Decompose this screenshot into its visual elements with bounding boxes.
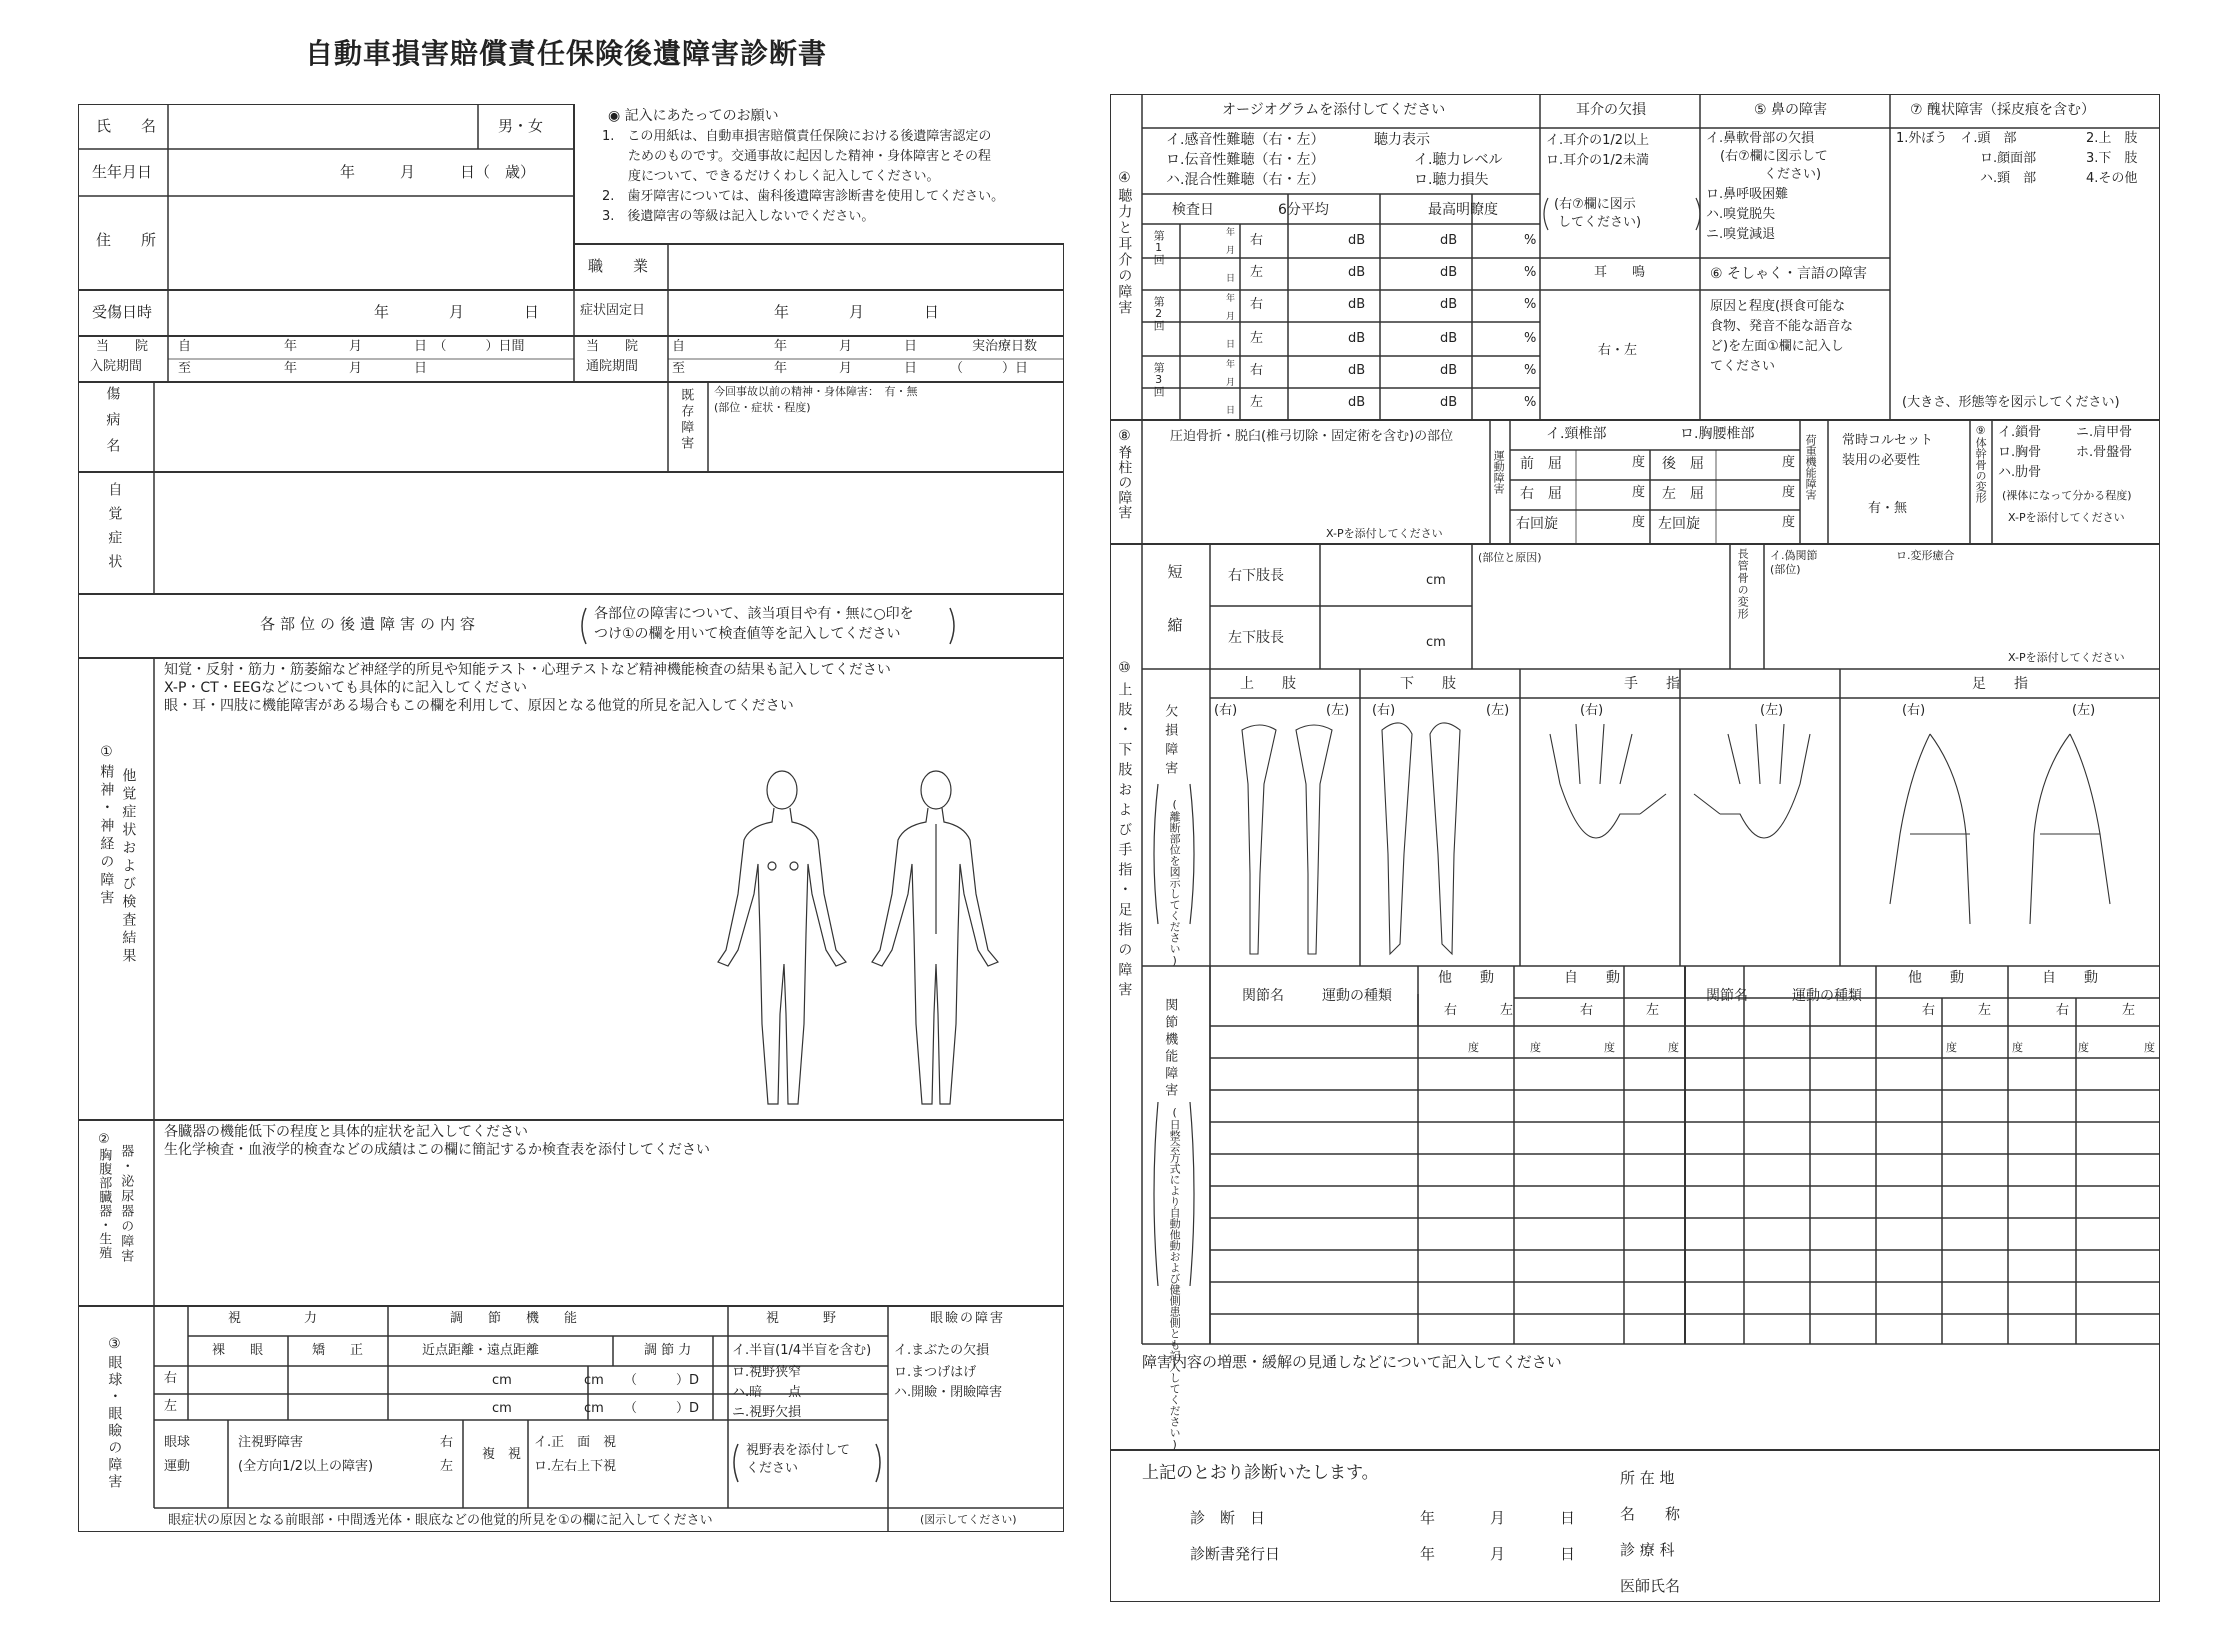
- nose-item: ハ.嗅覚脱失: [1706, 207, 1776, 222]
- flex-fwd: 前 屈: [1520, 456, 1562, 472]
- to-label: 至: [178, 361, 192, 376]
- eyelid-item: ハ.開瞼・閉瞼障害: [894, 1385, 1003, 1400]
- day-unit: 日: [1560, 1545, 1576, 1563]
- round-label: 第1回: [1152, 230, 1166, 265]
- diopter: （ ）D: [624, 1401, 700, 1416]
- right-form: [1110, 94, 2160, 1602]
- max-clarity-header: 最高明瞭度: [1428, 202, 1498, 218]
- org-name-label: 名 称: [1620, 1505, 1681, 1523]
- eye-movement: 眼球: [164, 1435, 191, 1450]
- nose-item: ニ.嗅覚減退: [1706, 227, 1776, 242]
- field-attach: 視野表を添付して: [746, 1443, 851, 1458]
- cm-unit: cm: [492, 1401, 512, 1416]
- short-label: 短縮: [1165, 564, 1184, 670]
- deg-unit: 度: [1530, 1041, 1541, 1054]
- right-side: (右): [1580, 703, 1604, 718]
- gaze-label: 注視野障害: [238, 1435, 304, 1450]
- trunk-item: ホ.骨盤骨: [2076, 445, 2133, 460]
- pct-unit: %: [1524, 395, 1537, 410]
- active-header: 自 動: [2042, 970, 2098, 986]
- ugly-item: 2.上 肢: [2086, 131, 2138, 146]
- front-view: イ.正 面 視: [534, 1435, 617, 1450]
- corrected-eye: 矯 正: [312, 1343, 370, 1358]
- month-unit: 月: [1226, 246, 1236, 256]
- month-unit: 月: [1226, 378, 1236, 388]
- deg-unit: 度: [1604, 1041, 1615, 1054]
- year-unit: 年: [1420, 1509, 1436, 1527]
- diagnosis-date-label: 診 断 日: [1190, 1509, 1266, 1527]
- mouth-header: ⑥ そしゃく・言語の障害: [1710, 266, 1868, 282]
- hosp-to-value[interactable]: 年 月 日: [284, 361, 428, 376]
- sec1-note: X-P・CT・EEGなどについても具体的に記入してください: [164, 680, 527, 696]
- db-unit: dB: [1348, 297, 1366, 312]
- pct-unit: %: [1524, 331, 1537, 346]
- trunk-item: ニ.肩甲骨: [2076, 425, 2133, 440]
- db-unit: dB: [1348, 395, 1366, 410]
- tinnitus-value[interactable]: 右・左: [1598, 343, 1638, 358]
- day-unit: 日: [1226, 340, 1236, 350]
- page-title: 自動車損害賠償責任保険後遺障害診断書: [305, 37, 828, 70]
- day-unit: 日: [1226, 406, 1236, 416]
- left-ear: 左: [1250, 331, 1264, 346]
- field-item: ロ.視野狭窄: [732, 1365, 802, 1380]
- contents-note: つけ①の欄を用いて検査値等を記入してください: [594, 626, 901, 642]
- hearing-type: ハ.混合性難聴（右・左）: [1166, 172, 1325, 188]
- spine-fracture: 圧迫骨折・脱臼(椎弓切除・固定術を含む)の部位: [1170, 429, 1454, 444]
- cervical-header: イ.頸椎部: [1546, 426, 1607, 442]
- deg-unit: 度: [2078, 1041, 2089, 1054]
- eye-movement: 運動: [164, 1459, 191, 1474]
- joint-name-header: 関節名: [1242, 988, 1284, 1004]
- illustrate-note: (図示してください): [920, 1513, 1017, 1526]
- sec2-note: 各臓器の機能低下の程度と具体的症状を記入してください: [164, 1124, 528, 1140]
- cm-unit: cm: [584, 1373, 604, 1388]
- site-cause: (部位と原因): [1478, 551, 1542, 564]
- body-back-figure: [872, 771, 998, 1104]
- day-unit: 日: [1226, 274, 1236, 284]
- ugly-item: 3.下 肢: [2086, 151, 2138, 166]
- ugly-item: 1.外ぼう イ.頭 部: [1896, 131, 2017, 146]
- deg-unit: 度: [1782, 515, 1796, 530]
- name-label: 氏 名: [96, 117, 157, 135]
- db-unit: dB: [1440, 265, 1458, 280]
- contents-title: 各部位の後遺障害の内容: [260, 615, 481, 633]
- hosp-label: 当 院: [96, 339, 149, 354]
- cm-unit: cm: [492, 1373, 512, 1388]
- month-unit: 月: [1490, 1545, 1506, 1563]
- right-leg-length: 右下肢長: [1228, 568, 1284, 584]
- trunk-item: イ.鎖骨: [1998, 425, 2042, 440]
- naked-eye: 裸 眼: [212, 1343, 270, 1358]
- joint-name-header: 関節名: [1706, 988, 1748, 1004]
- pseudo-site: (部位): [1770, 563, 1801, 576]
- trunk-note: (裸体になって分かる程度): [2002, 489, 2132, 502]
- field-item: イ.半盲(1/4半盲を含む): [732, 1343, 872, 1358]
- sec9-label: ⑨体幹骨の変形: [1974, 424, 1988, 503]
- six-avg-header: 6分平均: [1278, 202, 1329, 218]
- mouth-text: 原因と程度(摂食可能な: [1710, 299, 1846, 314]
- db-unit: dB: [1348, 331, 1366, 346]
- hearing-loss: ロ.聴力損失: [1414, 172, 1489, 188]
- diopter: （ ）D: [624, 1373, 700, 1388]
- sec2-label: ②胸腹部臓器・生殖: [96, 1132, 112, 1260]
- existing-label: 既存障害: [678, 388, 694, 452]
- vision-header: 視 力: [228, 1311, 324, 1326]
- right-eye-label: 右: [440, 1435, 454, 1450]
- tinnitus-label: 耳 鳴: [1594, 265, 1652, 280]
- right-ear: 右: [1250, 233, 1264, 248]
- sec1-sub-label: 他覚症状および検査結果: [120, 768, 137, 966]
- left-col: 左: [2122, 1003, 2136, 1018]
- xp-attach: X-Pを添付してください: [2008, 511, 2125, 524]
- from-label: 自: [178, 339, 192, 354]
- mouth-text: てください: [1710, 359, 1776, 374]
- passive-header: 他 動: [1438, 970, 1494, 986]
- injury-date-value[interactable]: 年 月 日: [374, 303, 540, 321]
- deg-unit: 度: [1632, 455, 1646, 470]
- sec3-label: ③眼球・眼瞼の障害: [106, 1336, 123, 1491]
- active-header: 自 動: [1564, 970, 1620, 986]
- out-from-value[interactable]: 年 月 日: [774, 339, 918, 354]
- cm-unit: cm: [584, 1401, 604, 1416]
- db-unit: dB: [1440, 331, 1458, 346]
- sec10-label: ⑩上肢・下肢および手指・足指の障害: [1116, 660, 1133, 1002]
- instruction-line: 2. 歯牙障害については、歯科後遺障害診断書を使用してください。: [602, 189, 1005, 204]
- defect-note: (離断部位を図示してください): [1168, 798, 1182, 967]
- left-col: 左: [1978, 1003, 1992, 1018]
- instruction-line: 1. この用紙は、自動車損害賠償責任保険における後遺障害認定の: [602, 129, 992, 144]
- job-label: 職 業: [588, 257, 649, 275]
- sec1-note: 眼・耳・四肢に機能障害がある場合もこの欄を利用して、原因となる他覚的所見を記入してください: [164, 698, 794, 714]
- ear-note: してください): [1558, 215, 1642, 230]
- load-label: 荷重機能障害: [1804, 434, 1818, 500]
- sec1-note: 知覚・反射・筋力・筋萎縮など神経学的所見や知能テスト・心理テストなど精神機能検査の結果も記入してください: [164, 662, 891, 678]
- round-label: 第2回: [1152, 296, 1166, 331]
- actual-days-value[interactable]: （ ）日: [950, 361, 1029, 376]
- injury-date-label: 受傷日時: [92, 303, 153, 321]
- near-far: 近点距離・遠点距離: [422, 1343, 540, 1358]
- ear-missing-header: 耳介の欠損: [1576, 102, 1646, 118]
- right-col: 右: [2056, 1003, 2070, 1018]
- left-eye-label: 左: [164, 1399, 178, 1414]
- to-label: 至: [672, 361, 686, 376]
- department-label: 診 療 科: [1620, 1541, 1675, 1559]
- long-bone-label: 長管骨の変形: [1736, 548, 1750, 620]
- existing-text: 今回事故以前の精神・身体障害： 有・無: [714, 385, 918, 398]
- nose-header: ⑤ 鼻の障害: [1754, 102, 1828, 118]
- flex-left: 左 屈: [1662, 486, 1704, 502]
- nose-item: ロ.鼻呼吸困難: [1706, 187, 1789, 202]
- right-ear: 右: [1250, 363, 1264, 378]
- sec1-label: ①精神・神経の障害: [98, 744, 115, 908]
- rot-left: 左回旋: [1658, 516, 1700, 532]
- toes-header: 足 指: [1972, 676, 2028, 692]
- year-unit: 年: [1226, 228, 1236, 238]
- right-eye-label: 右: [164, 1371, 178, 1386]
- month-unit: 月: [1226, 312, 1236, 322]
- day-unit: 日: [1560, 1509, 1576, 1527]
- db-unit: dB: [1440, 363, 1458, 378]
- right-ear: 右: [1250, 297, 1264, 312]
- eyelid-item: イ.まぶたの欠損: [894, 1343, 990, 1358]
- doctor-label: 医師氏名: [1620, 1577, 1681, 1595]
- ear-note: (右⑦欄に図示: [1554, 197, 1636, 212]
- hearing-type: イ.感音性難聴（右・左）: [1166, 132, 1325, 148]
- subjective-label: 自覚症状: [106, 482, 123, 578]
- certify-text: 上記のとおり診断いたします。: [1142, 1463, 1379, 1483]
- db-unit: dB: [1348, 265, 1366, 280]
- motion-label: 運動障害: [1492, 450, 1506, 494]
- actual-days-label: 実治療日数: [972, 339, 1038, 354]
- corset-value[interactable]: 有・無: [1868, 501, 1908, 516]
- flex-right: 右 屈: [1520, 486, 1562, 502]
- other-view: ロ.左右上下視: [534, 1459, 617, 1474]
- trunk-item: ハ.肋骨: [1998, 465, 2042, 480]
- symptom-fixed-label: 症状固定日: [580, 303, 646, 318]
- hearing-type: ロ.伝音性難聴（右・左）: [1166, 152, 1325, 168]
- mouth-text: ど)を左面①欄に記入し: [1710, 339, 1844, 354]
- rot-right: 右回旋: [1516, 516, 1558, 532]
- thoracolumbar-header: ロ.胸腰椎部: [1680, 426, 1755, 442]
- right-col: 右: [1580, 1003, 1594, 1018]
- lower-limb-header: 下 肢: [1400, 676, 1456, 692]
- left-side: (左): [1486, 703, 1510, 718]
- deg-unit: 度: [2012, 1041, 2023, 1054]
- accommodation-header: 調 節 機 能: [450, 1311, 584, 1326]
- flex-back: 後 屈: [1662, 456, 1704, 472]
- left-leg-length: 左下肢長: [1228, 630, 1284, 646]
- mouth-text: 食物、発音不能な語音な: [1710, 319, 1854, 334]
- right-side: (右): [1372, 703, 1396, 718]
- sec4-label: ④聴力と耳介の障害: [1116, 170, 1133, 316]
- deg-unit: 度: [1946, 1041, 1957, 1054]
- deg-unit: 度: [1668, 1041, 1679, 1054]
- skeleton-drawings: [1242, 723, 2110, 954]
- motion-type-header: 運動の種類: [1792, 988, 1862, 1004]
- sec8-label: ⑧脊柱の障害: [1116, 428, 1133, 520]
- pct-unit: %: [1524, 297, 1537, 312]
- out-label: 通院期間: [586, 359, 639, 374]
- fingers-header: 手 指: [1624, 676, 1680, 692]
- ear-item: ロ.耳介の1/2未満: [1546, 153, 1650, 168]
- instruction-line: 3. 後遺障害の等級は記入しないでください。: [602, 209, 875, 224]
- gaze-label: (全方向1/2以上の障害): [238, 1459, 374, 1474]
- year-unit: 年: [1420, 1545, 1436, 1563]
- cm-unit: cm: [1426, 635, 1446, 650]
- corset-label: 装用の必要性: [1842, 453, 1921, 468]
- sec2-sub-label: 器・泌尿器の障害: [118, 1144, 134, 1264]
- body-front-figure: [718, 771, 846, 1104]
- existing-text: (部位・症状・程度): [714, 401, 811, 414]
- ugly-item: 4.その他: [2086, 171, 2138, 186]
- left-eye-label: 左: [440, 1459, 454, 1474]
- hosp-from-value[interactable]: 年 月 日 （ ）日間: [284, 339, 525, 354]
- db-unit: dB: [1440, 297, 1458, 312]
- pseudo-joint: イ.偽関節: [1770, 549, 1818, 562]
- pct-unit: %: [1524, 363, 1537, 378]
- acc-power: 調 節 力: [644, 1343, 692, 1358]
- db-unit: dB: [1348, 233, 1366, 248]
- out-to-value[interactable]: 年 月 日: [774, 361, 918, 376]
- joint-label: 関節機能障害: [1162, 998, 1178, 1100]
- nose-item: イ.鼻軟骨部の欠損: [1706, 131, 1815, 146]
- deg-unit: 度: [1632, 485, 1646, 500]
- deg-unit: 度: [2144, 1041, 2155, 1054]
- xp-attach: X-Pを添付してください: [2008, 651, 2125, 664]
- deg-unit: 度: [1468, 1041, 1479, 1054]
- left-side: (左): [1760, 703, 1784, 718]
- left-form: [78, 104, 1064, 1532]
- exam-date-header: 検査日: [1172, 202, 1214, 218]
- out-label: 当 院: [586, 339, 639, 354]
- diplopia-label: 複 視: [482, 1447, 522, 1462]
- ear-item: イ.耳介の1/2以上: [1546, 133, 1650, 148]
- sex-select[interactable]: 男・女: [498, 117, 544, 135]
- hosp-label: 入院期間: [90, 359, 143, 374]
- pct-unit: %: [1524, 233, 1537, 248]
- right-col: 右: [1444, 1003, 1458, 1018]
- nose-item: ください): [1764, 167, 1822, 182]
- symptom-fixed-value[interactable]: 年 月 日: [774, 303, 940, 321]
- right-side: (右): [1902, 703, 1926, 718]
- db-unit: dB: [1440, 233, 1458, 248]
- ugly-item: ハ.頸 部: [1980, 171, 2037, 186]
- field-item: ニ.視野欠損: [732, 1405, 802, 1420]
- instruction-line: 度について、できるだけくわしく記入してください。: [602, 169, 940, 184]
- ugly-header: ⑦ 醜状障害（採皮痕を含む）: [1910, 102, 2096, 118]
- cm-unit: cm: [1426, 573, 1446, 588]
- from-label: 自: [672, 339, 686, 354]
- ugly-note: (大きさ、形態等を図示してください): [1902, 395, 2120, 410]
- name-field[interactable]: [170, 106, 476, 146]
- round-label: 第3回: [1152, 362, 1166, 397]
- left-col: 左: [1500, 1003, 1514, 1018]
- eye-note: 眼症状の原因となる前眼部・中間透光体・眼底などの他覚的所見を①の欄に記入してください: [168, 1513, 713, 1528]
- right-side: (右): [1214, 703, 1238, 718]
- upper-limb-header: 上 肢: [1240, 676, 1296, 692]
- left-ear: 左: [1250, 395, 1264, 410]
- left-side: (左): [2072, 703, 2096, 718]
- instructions-heading: ◉ 記入にあたってのお願い: [608, 108, 779, 124]
- birth-value[interactable]: 年 月 日（ 歳）: [340, 163, 536, 181]
- ugly-item: ロ.顔面部: [1980, 151, 2037, 166]
- trunk-item: ロ.胸骨: [1998, 445, 2042, 460]
- hearing-level: イ.聴力レベル: [1414, 152, 1503, 168]
- db-unit: dB: [1348, 363, 1366, 378]
- instruction-line: ためのものです。交通事故に起因した精神・身体障害とその程: [602, 149, 991, 164]
- corset-label: 常時コルセット: [1842, 433, 1934, 448]
- defect-label: 欠損障害: [1162, 704, 1178, 780]
- year-unit: 年: [1226, 360, 1236, 370]
- address-label: 住 所: [96, 231, 157, 249]
- sec2-note: 生化学検査・血液学的検査などの成績はこの欄に簡記するか検査表を添付してください: [164, 1142, 710, 1158]
- nose-item: (右⑦欄に図示して: [1720, 149, 1828, 164]
- field-item: ハ.暗 点: [732, 1385, 802, 1400]
- prognosis-note: 障害内容の増悪・緩解の見通しなどについて記入してください: [1142, 1353, 1562, 1371]
- db-unit: dB: [1440, 395, 1458, 410]
- eyelid-item: ロ.まつげはげ: [894, 1365, 977, 1380]
- location-label: 所 在 地: [1620, 1469, 1675, 1487]
- joint-note: (日整会方式により自動他動および健側患側とも記入してください): [1168, 1106, 1182, 1451]
- malunion: ロ.変形癒合: [1896, 549, 1955, 562]
- issue-date-label: 診断書発行日: [1190, 1545, 1281, 1563]
- left-side: (左): [1326, 703, 1350, 718]
- contents-note: 各部位の障害について、該当項目や有・無に○印を: [594, 606, 914, 622]
- right-form-grid: [1110, 94, 2160, 1602]
- birth-label: 生年月日: [92, 163, 153, 181]
- motion-type-header: 運動の種類: [1322, 988, 1392, 1004]
- field-attach: ください: [746, 1461, 799, 1476]
- year-unit: 年: [1226, 294, 1236, 304]
- xp-attach: X-Pを添付してください: [1326, 527, 1443, 540]
- deg-unit: 度: [1632, 515, 1646, 530]
- field-header: 視 野: [766, 1311, 843, 1326]
- diagnosis-label: 傷病名: [104, 386, 121, 464]
- right-col: 右: [1922, 1003, 1936, 1018]
- eyelid-header: 眼瞼の障害: [930, 1311, 1006, 1326]
- left-ear: 左: [1250, 265, 1264, 280]
- pct-unit: %: [1524, 265, 1537, 280]
- hearing-display: 聴力表示: [1374, 132, 1430, 148]
- passive-header: 他 動: [1908, 970, 1964, 986]
- month-unit: 月: [1490, 1509, 1506, 1527]
- left-col: 左: [1646, 1003, 1660, 1018]
- deg-unit: 度: [1782, 485, 1796, 500]
- deg-unit: 度: [1782, 455, 1796, 470]
- audiogram-note: オージオグラムを添付してください: [1222, 102, 1446, 118]
